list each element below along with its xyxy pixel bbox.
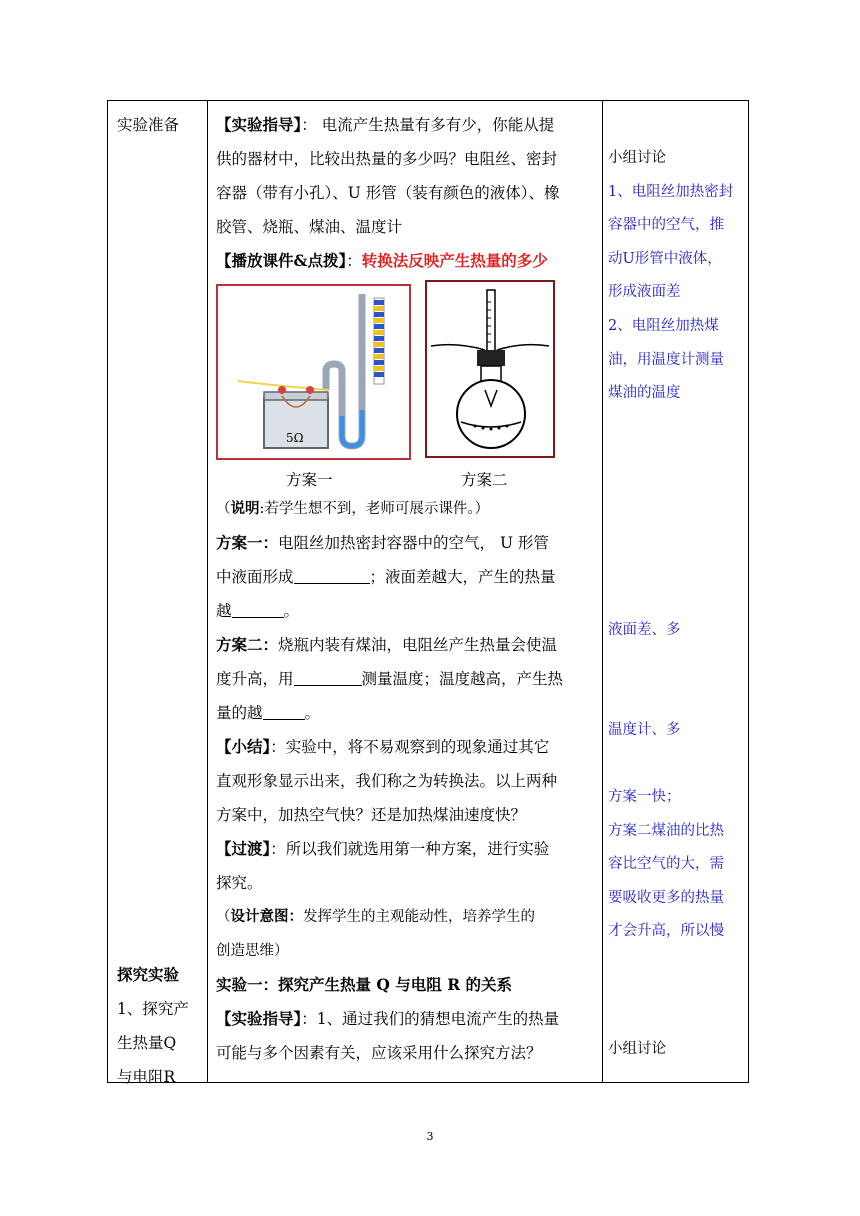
- scheme1-line: 方案一：电阻丝加热密封容器中的空气， U 形管: [216, 533, 549, 552]
- summary-line: 直观形象显示出来，我们称之为转换法。以上两种: [216, 772, 558, 790]
- scheme1-figure: [216, 284, 411, 460]
- answer-line: 煤油的温度: [608, 385, 681, 402]
- figures: [216, 284, 596, 492]
- guide-line: 【实验指导】： 电流产生热量有多有少，你能从提: [216, 115, 555, 134]
- stage-prep: 实验准备: [117, 116, 180, 134]
- stage-explore-line: 1、探究产: [117, 1000, 189, 1018]
- content-column: [207, 101, 602, 1082]
- answer-line: 要吸收更多的热量: [608, 889, 724, 906]
- discussion-label: 小组讨论: [608, 1040, 666, 1057]
- play-line: 【播放课件&点拨】：转换法反映产生热量的多少: [216, 251, 548, 270]
- answer-line: 形成液面差: [608, 284, 681, 301]
- summary-line: 方案中，加热空气快？还是加热煤油速度快？: [216, 806, 527, 824]
- guide-line: 胶管、烧瓶、煤油、温度计: [216, 218, 403, 236]
- guide-line: 容器（带有小孔）、U 形管（装有颜色的液体）、橡: [216, 184, 560, 202]
- page-number: 3: [426, 1130, 434, 1143]
- transition-line: 探究。: [216, 874, 263, 892]
- design-line: 创造思维）: [216, 943, 289, 959]
- caption-scheme1: 方案一: [286, 471, 333, 489]
- guide2-line: 可能与多个因素有关，应该采用什么探究方法？: [216, 1044, 542, 1062]
- guide-line: 供的器材中，比较出热量的多少吗？电阻丝、密封: [216, 150, 558, 168]
- transition-line: 【过渡】：所以我们就选用第一种方案，进行实验: [216, 839, 550, 858]
- flask-thermometer-icon: [427, 282, 553, 456]
- student-column: [602, 101, 748, 1082]
- fill-blank: [294, 670, 362, 687]
- answer-line: 2、电阻丝加热煤: [608, 317, 719, 334]
- scheme2-line: 方案二：烧瓶内装有煤油，电阻丝产生热量会使温: [216, 635, 558, 654]
- fill-blank: [232, 602, 284, 619]
- guide2-line: 【实验指导】：1、通过我们的猜想电流产生的热量: [216, 1009, 560, 1028]
- summary-line: 【小结】：实验中，将不易观察到的现象通过其它: [216, 737, 550, 756]
- note-line: （说明:若学生想不到，老师可展示课件。）: [216, 500, 490, 517]
- stage-column: [108, 101, 207, 1086]
- scheme2-line: 量的越 。: [216, 704, 321, 722]
- discussion-label: 小组讨论: [608, 150, 666, 166]
- scheme1-line: 中液面形成 ；液面差越大，产生的热量: [216, 568, 556, 586]
- stage-explore-line: 生热量Q: [117, 1034, 177, 1052]
- scheme1-line: 越 。: [216, 602, 300, 620]
- experiment1-title: 实验一：探究产生热量 Q 与电阻 R 的关系: [216, 975, 512, 994]
- resistor-label: 5Ω: [286, 431, 304, 445]
- answer-line: 容器中的空气，推: [608, 217, 724, 234]
- answer-line: 油，用温度计测量: [608, 351, 724, 368]
- answer-line: 1、电阻丝加热密封: [608, 183, 734, 200]
- answer-line: 方案二煤油的比热: [608, 822, 724, 839]
- answer-line: 方案一快；: [608, 788, 681, 805]
- answer-line: 容比空气的大，需: [608, 856, 724, 873]
- stage-explore-line: 与电阻R: [117, 1068, 176, 1086]
- scheme2-line: 度升高，用 测量温度；温度越高，产生热: [216, 670, 564, 688]
- lesson-table: [107, 100, 749, 1086]
- design-line: （设计意图：发挥学生的主观能动性，培养学生的: [216, 908, 535, 925]
- fill-blank: [263, 704, 305, 721]
- fill-blank: [294, 568, 370, 585]
- stage-explore-title: 探究实验: [117, 965, 180, 984]
- answer-line: 才会升高，所以慢: [608, 923, 724, 940]
- answer-line: 动U形管中液体，: [608, 250, 722, 267]
- u-tube-apparatus-icon: [218, 286, 409, 458]
- answer-scheme1: 液面差、多: [608, 621, 681, 638]
- answer-scheme2: 温度计、多: [608, 722, 681, 739]
- caption-scheme2: 方案二: [461, 471, 508, 489]
- scheme2-figure: [425, 280, 555, 458]
